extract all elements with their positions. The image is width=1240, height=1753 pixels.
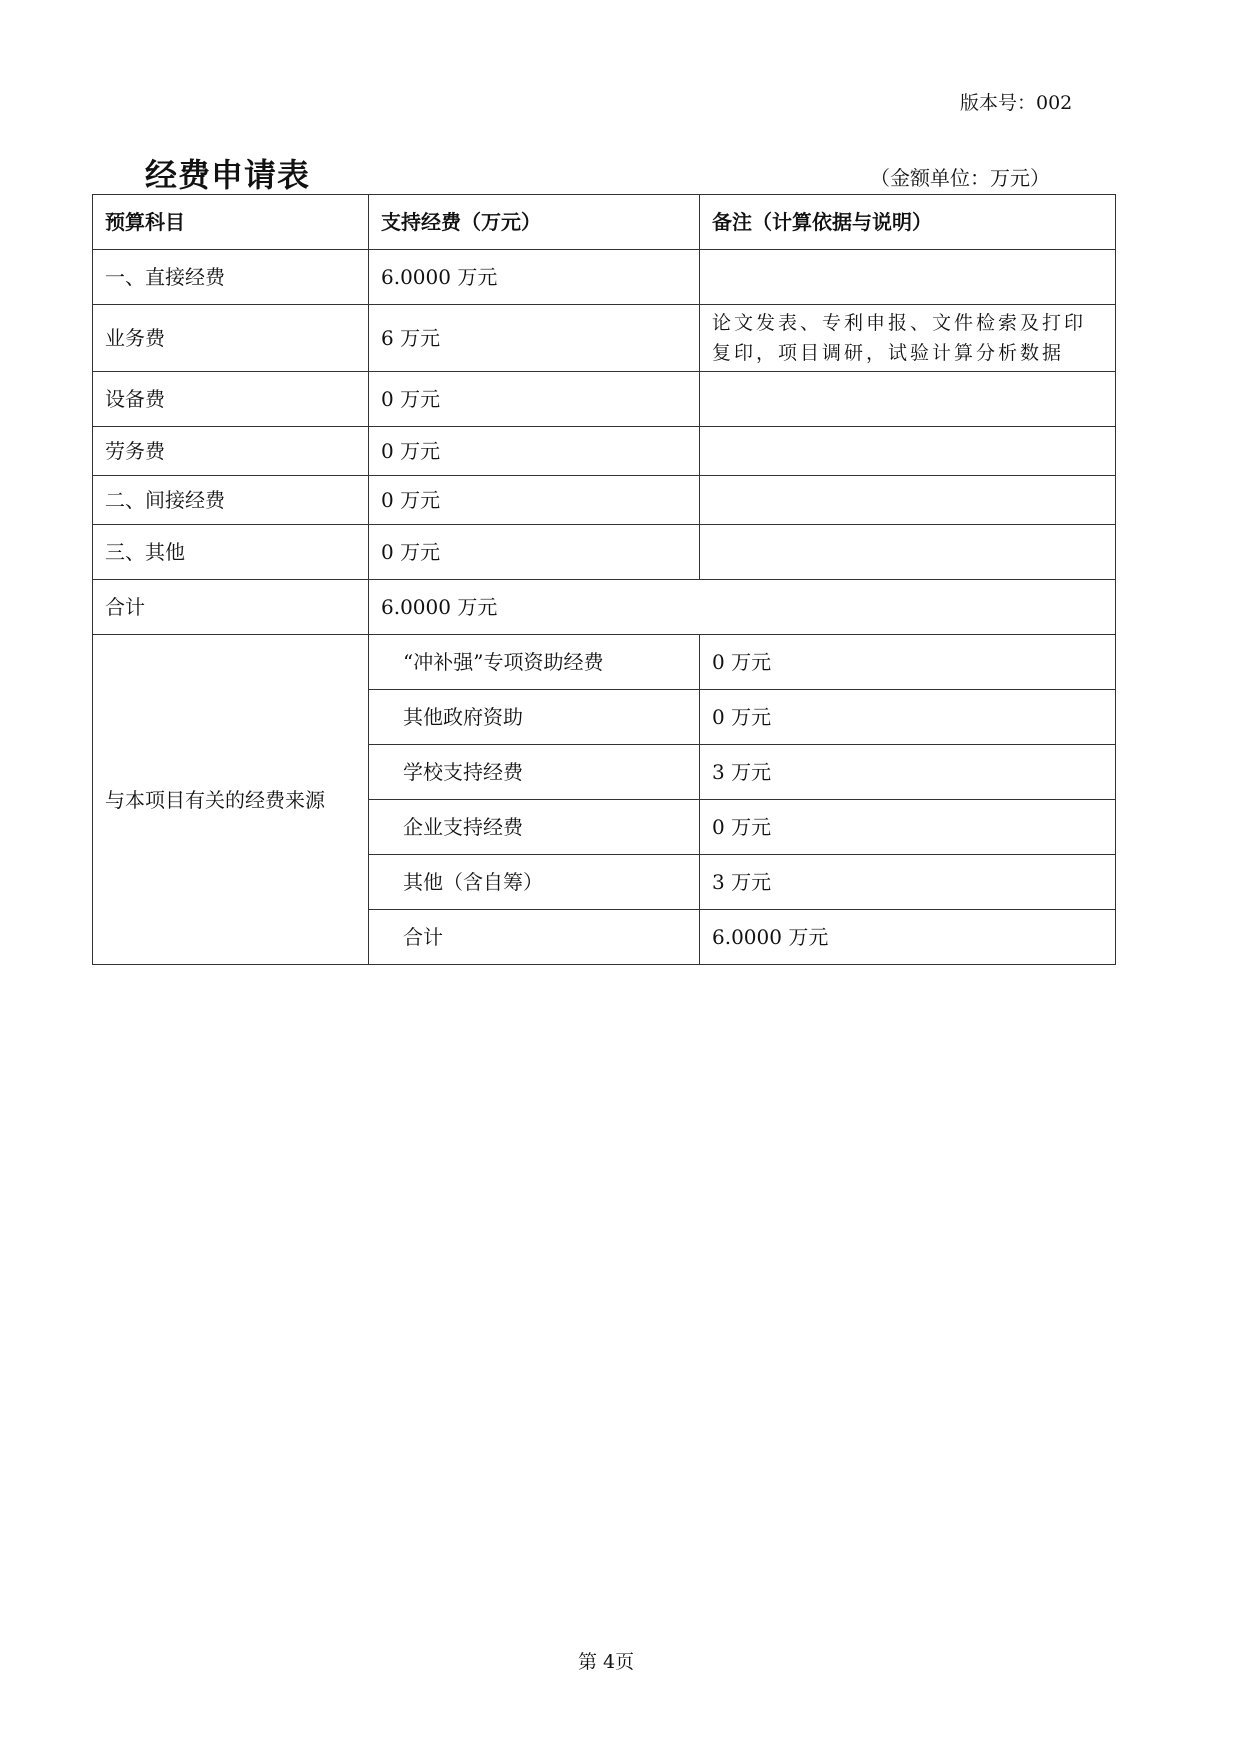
- amount-unit-note: （金额单位：万元）: [870, 166, 1050, 190]
- row-note: [700, 372, 1116, 427]
- funding-source-row: [93, 635, 1116, 690]
- form-title: 经费申请表: [145, 156, 311, 194]
- header-support-funds: 支持经费（万元）: [369, 195, 700, 250]
- page-number: 第 4页: [578, 1651, 635, 1673]
- table-row: [93, 476, 1116, 525]
- row-category: 劳务费: [93, 427, 369, 476]
- table-row: [93, 525, 1116, 580]
- row-note: [700, 250, 1116, 305]
- table-row: [93, 305, 1116, 372]
- source-amount: 0 万元: [700, 690, 1116, 745]
- row-amount: 6 万元: [369, 305, 700, 372]
- source-name: “冲补强”专项资助经费: [369, 635, 700, 690]
- source-name: 其他（含自筹）: [369, 855, 700, 910]
- source-name: 其他政府资助: [369, 690, 700, 745]
- row-note: [700, 476, 1116, 525]
- table-row: [93, 372, 1116, 427]
- source-amount: 3 万元: [700, 855, 1116, 910]
- row-amount: 0 万元: [369, 372, 700, 427]
- source-amount: 3 万元: [700, 745, 1116, 800]
- row-note: 论文发表、专利申报、文件检索及打印复印，项目调研，试验计算分析数据: [700, 305, 1116, 372]
- row-amount: 0 万元: [369, 427, 700, 476]
- row-amount: 6.0000 万元: [369, 250, 700, 305]
- row-amount: 0 万元: [369, 525, 700, 580]
- source-amount: 0 万元: [700, 635, 1116, 690]
- budget-table: [92, 194, 1116, 965]
- row-note: [700, 427, 1116, 476]
- row-category: 设备费: [93, 372, 369, 427]
- row-amount: 0 万元: [369, 476, 700, 525]
- row-category: 业务费: [93, 305, 369, 372]
- table-header-row: [93, 195, 1116, 250]
- row-note: [700, 525, 1116, 580]
- header-remarks: 备注（计算依据与说明）: [700, 195, 1116, 250]
- row-category: 二、间接经费: [93, 476, 369, 525]
- table-row: [93, 427, 1116, 476]
- source-name: 企业支持经费: [369, 800, 700, 855]
- source-name: 合计: [369, 910, 700, 965]
- source-amount: 0 万元: [700, 800, 1116, 855]
- total-row: [93, 580, 1116, 635]
- total-amount: 6.0000 万元: [369, 580, 1116, 635]
- version-number: 版本号：002: [960, 92, 1073, 114]
- row-category: 一、直接经费: [93, 250, 369, 305]
- source-amount: 6.0000 万元: [700, 910, 1116, 965]
- header-budget-item: 预算科目: [93, 195, 369, 250]
- source-name: 学校支持经费: [369, 745, 700, 800]
- funding-sources-label: 与本项目有关的经费来源: [93, 635, 369, 965]
- row-category: 三、其他: [93, 525, 369, 580]
- total-label: 合计: [93, 580, 369, 635]
- table-row: [93, 250, 1116, 305]
